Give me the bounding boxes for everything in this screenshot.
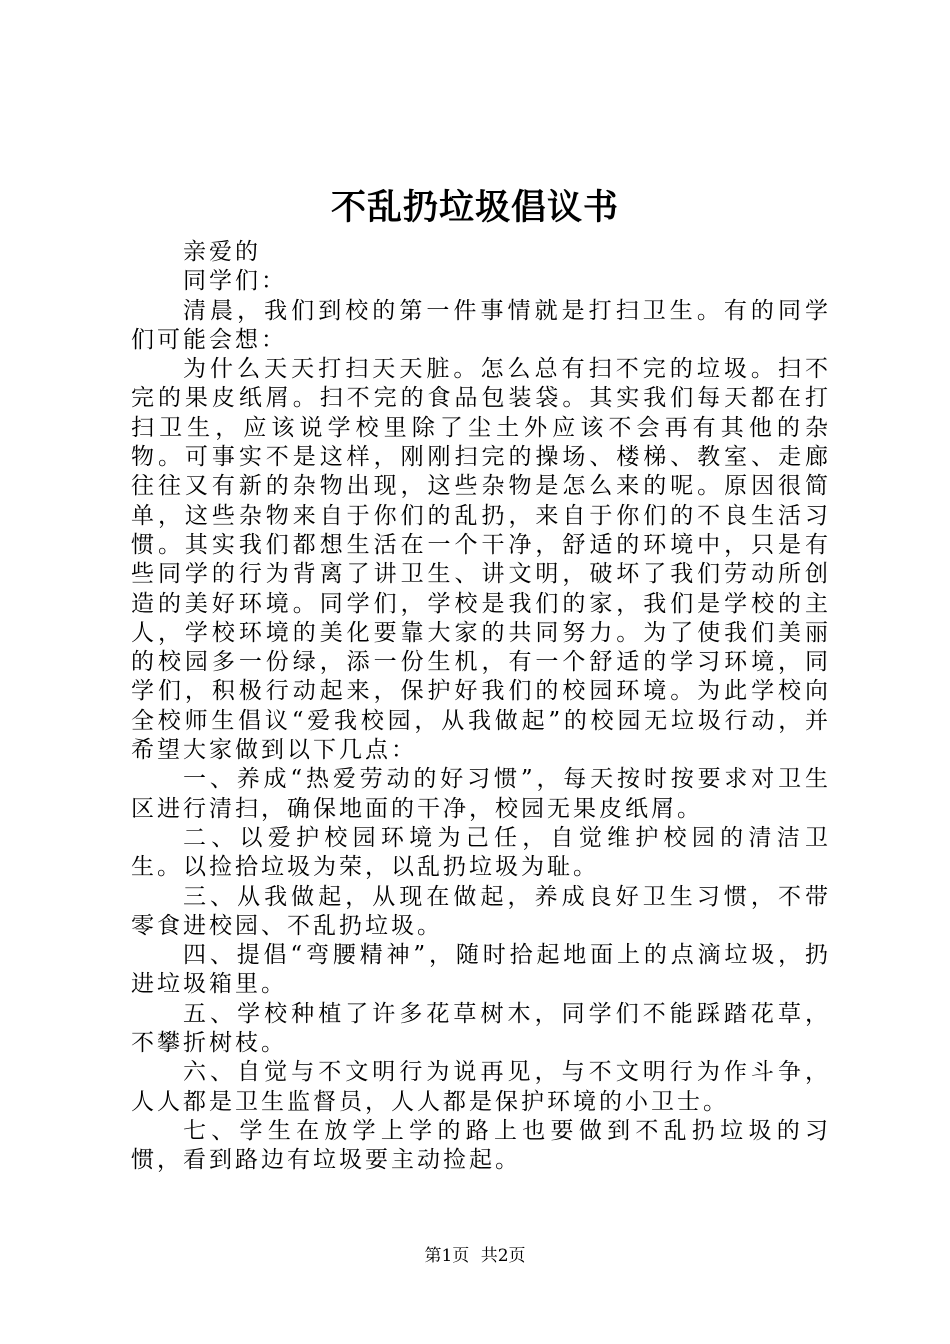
page-footer: [0, 1245, 950, 1267]
salutation-line: 亲爱的: [183, 239, 261, 265]
proposal-item: 三、从我做起，从现在做起，养成良好卫生习惯，不带零食进校园、不乱扔垃圾。: [131, 883, 831, 939]
page-title: 不乱扔垃圾倡议书: [330, 187, 619, 228]
proposal-item: 一、养成“热爱劳动的好习惯”，每天按时按要求对卫生区进行清扫，确保地面的干净，校园无果皮纸屑。: [131, 766, 831, 822]
proposal-item: 七、学生在放学上学的路上也要做到不乱扔垃圾的习惯，看到路边有垃圾要主动捡起。: [131, 1117, 831, 1174]
page-total: 共2页: [480, 1246, 526, 1266]
document-body: [131, 238, 831, 1176]
proposal-item: 六、自觉与不文明行为说再见，与不文明行为作斗争，人人都是卫生监督员，人人都是保护环境的小卫士。: [131, 1059, 831, 1115]
salutation-line: 同学们：: [183, 268, 287, 295]
body-paragraph: 清晨，我们到校的第一件事情就是打扫卫生。有的同学们可能会想：: [131, 297, 831, 353]
body-paragraph: 为什么天天打扫天天脏。怎么总有扫不完的垃圾。扫不完的果皮纸屑。扫不完的食品包装袋。其实我们每天都在打扫卫生，应该说学校里除了尘土外应该不会再有其他的杂物。可事实不是这样，刚刚扫完的操场、楼梯、教室、走廊往往又有新的杂物出现，这些杂物是怎么来的呢。原因很简单，这些杂物来自于你们的乱扔，来自于你们的不良生活习惯。其实我们都想生活在一个干净，舒适的环境中，只是有些同学的行为背离了讲卫生、讲文明，破坏了我们劳动所创造的美好环境。同学们，学校是我们的家，我们是学校的主人，学校环境的美化要靠大家的共同努力。为了使我们美丽的校园多一份绿，添一份生机，有一个舒适的学习环境，同学们，积极行动起来，保护好我们的校园环境。为此学校向全校师生倡议“爱我校园，从我做起”的校园无垃圾行动，并希望大家做到以下几点：: [131, 356, 831, 764]
proposal-item: 四、提倡“弯腰精神”，随时拾起地面上的点滴垃圾，扔进垃圾箱里。: [131, 942, 831, 998]
page-number: 第1页: [424, 1246, 470, 1266]
proposal-item: 二、以爱护校园环境为己任，自觉维护校园的清洁卫生。以捡拾垃圾为荣，以乱扔垃圾为耻。: [131, 824, 831, 881]
proposal-item: 五、学校种植了许多花草树木，同学们不能踩踏花草，不攀折树枝。: [131, 1000, 831, 1057]
